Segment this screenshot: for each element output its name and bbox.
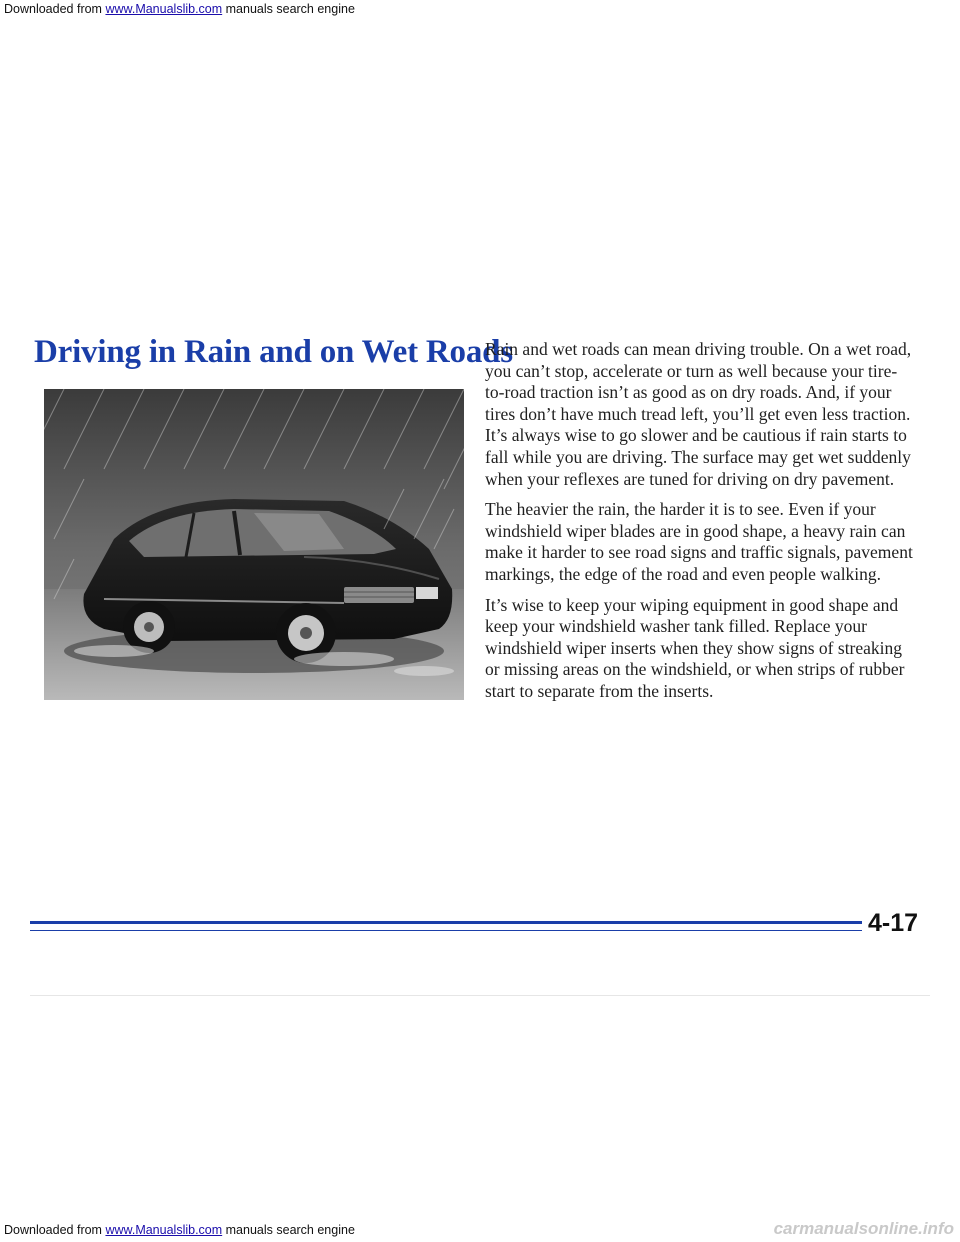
body-text (485, 339, 915, 712)
download-footer (4, 1223, 355, 1238)
watermark: carmanualsonline.info (773, 1219, 954, 1238)
manualslib-footer-link[interactable]: www.Manualslib.com (105, 1223, 223, 1237)
footer-rule-thick (30, 921, 862, 924)
car-in-rain-illustration (44, 389, 464, 700)
page-number: 4-17 (868, 909, 919, 937)
scan-divider (30, 995, 930, 996)
section-title: Driving in Rain and on Wet Roads (34, 334, 513, 370)
download-header (4, 2, 355, 17)
download-header-prefix: Downloaded from (4, 2, 106, 16)
footer-rule-thin (30, 930, 862, 931)
paragraph-wipers: It’s wise to keep your wiping equipment in good shape and keep your windshield washer tank filled. Replace your windshield wiper inserts when they show signs of streaking or missing areas on the windshield, or when strips of rubber start to separate from the inserts. (485, 594, 905, 701)
manualslib-link[interactable]: www.Manualslib.com (105, 2, 223, 16)
download-footer-prefix: Downloaded from (4, 1223, 106, 1237)
download-header-suffix: manuals search engine (222, 2, 355, 16)
car-in-rain-icon (44, 389, 464, 700)
download-footer-suffix: manuals search engine (222, 1223, 355, 1237)
paragraph-visibility: The heavier the rain, the harder it is to see. Even if your windshield wiper blades are in good shape, a heavy rain can make it harder to see road signs and traffic signals, pavement markings, the edge of the road and even people walking. (485, 499, 913, 584)
paragraph-traction: Rain and wet roads can mean driving trouble. On a wet road, you can’t stop, accelerate or turn as well because your tire-to-road traction isn’t as good as on dry roads. And, if your tires don’t have much tread left, you’ll get even less traction. It’s always wise to go slower and be cautious if rain starts to fall while you are driving. The surface may get wet suddenly when your reflexes are tuned for driving on dry pavement. (485, 339, 912, 489)
